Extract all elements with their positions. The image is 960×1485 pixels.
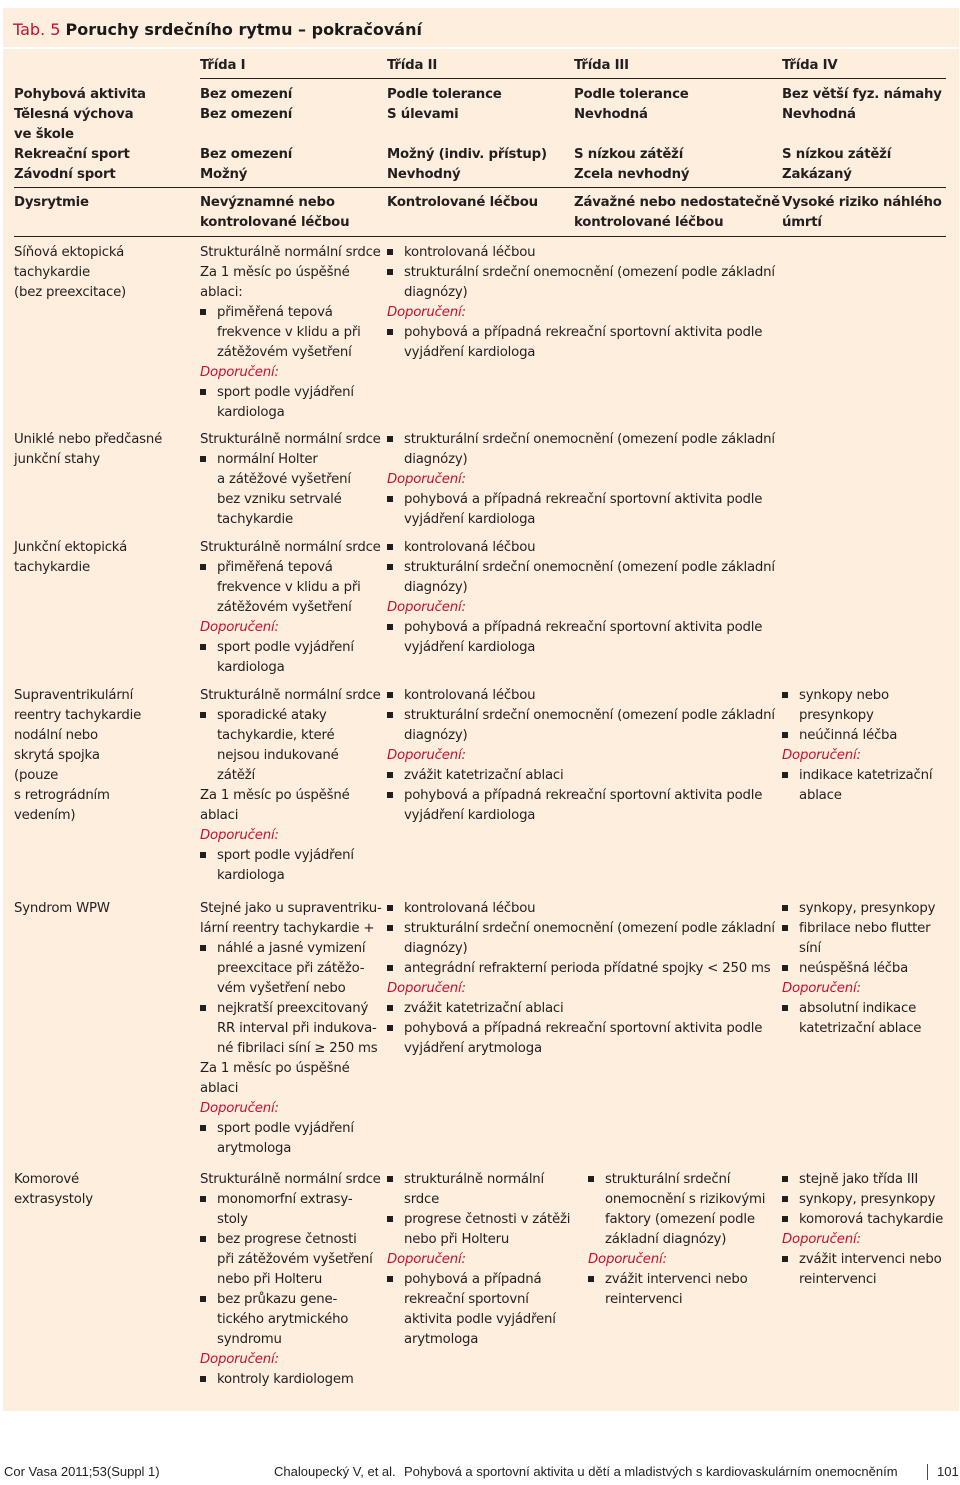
- bullet-item: sport podle vyjádření: [200, 846, 381, 866]
- bullet-item: synkopy, presynkopy: [782, 1190, 943, 1210]
- bullet-continuation: tachykardie, které: [217, 728, 335, 743]
- bullet-item: komorová tachykardie: [782, 1210, 943, 1230]
- row-1-class-1: [200, 243, 381, 423]
- bullet-item: pohybová a případná: [387, 1270, 570, 1290]
- activity-cell: Zcela nevhodný: [574, 167, 690, 182]
- bullet-item: kontrolovaná léčbou: [387, 538, 775, 558]
- recommendation-heading: Doporučení:: [200, 1352, 279, 1367]
- activity-class-3: [574, 85, 689, 185]
- bullet-continuation: vyjádření kardiologa: [404, 640, 536, 655]
- row-4-class-4: [782, 686, 932, 806]
- recommendation-heading: Doporučení:: [782, 1232, 861, 1247]
- activity-cell: Bez větší fyz. námahy: [782, 87, 942, 102]
- activity-cell: Nevhodná: [782, 107, 856, 122]
- bullet-item: bez progrese četnosti: [200, 1230, 381, 1250]
- row-2-class-2-3: [387, 430, 775, 530]
- cell-text: Strukturálně normální srdce: [200, 540, 381, 555]
- dysrytmie-text: kontrolované léčbou: [200, 215, 350, 230]
- bullet-item: strukturálně normální: [387, 1170, 570, 1190]
- bullet-item: sport podle vyjádření: [200, 638, 381, 658]
- row-4-class-2-3: [387, 686, 775, 826]
- bullet-item: indikace katetrizační: [782, 766, 932, 786]
- header-divider: [200, 78, 946, 79]
- header-class-1: Třída I: [200, 58, 246, 73]
- activity-cell: Nevhodná: [574, 107, 648, 122]
- bullet-continuation: při zátěžovém vyšetření: [217, 1252, 373, 1267]
- bullet-item: strukturální srdeční onemocnění (omezení podle základní: [387, 919, 775, 939]
- bullet-item: pohybová a případná rekreační sportovní aktivita podle: [387, 618, 775, 638]
- row-5-class-2-3: [387, 899, 775, 1059]
- bullet-continuation: katetrizační ablace: [799, 1021, 922, 1036]
- arrhythmia-name: junkční stahy: [14, 452, 100, 467]
- bullet-item: synkopy, presynkopy: [782, 899, 935, 919]
- row-6-class-3: [588, 1170, 765, 1310]
- bullet-continuation: kardiologa: [217, 405, 285, 420]
- bullet-item: strukturální srdeční onemocnění (omezení podle základní: [387, 263, 775, 283]
- cell-text: Za 1 měsíc po úspěšné: [200, 265, 350, 280]
- bullet-continuation: nebo při Holteru: [404, 1232, 510, 1247]
- bullet-continuation: né fibrilaci síní ≥ 250 ms: [217, 1041, 378, 1056]
- row-2-name: [14, 430, 162, 470]
- bullet-item: kontrolovaná léčbou: [387, 243, 775, 263]
- bullet-continuation: vém vyšetření nebo: [217, 981, 346, 996]
- bullet-continuation: základní diagnózy): [605, 1232, 727, 1247]
- activity-cell: Zakázaný: [782, 167, 852, 182]
- bullet-item: přiměřená tepová: [200, 558, 381, 578]
- arrhythmia-name: vedením): [14, 808, 76, 823]
- bullet-continuation: zátěžovém vyšetření: [217, 600, 352, 615]
- activity-class-1: [200, 85, 292, 185]
- footer-page-number: 101: [937, 1464, 959, 1479]
- cell-text: Strukturálně normální srdce: [200, 432, 381, 447]
- activity-cell: Možný: [200, 167, 248, 182]
- bullet-item: pohybová a případná rekreační sportovní aktivita podle: [387, 1019, 775, 1039]
- row-5-class-4: [782, 899, 935, 1039]
- bullet-continuation: vyjádření kardiologa: [404, 512, 536, 527]
- activity-label: Tělesná výchova: [14, 107, 134, 122]
- dysrytmie-class-2: [387, 193, 538, 213]
- bullet-continuation: zátěžovém vyšetření: [217, 345, 352, 360]
- title-divider: [3, 47, 959, 49]
- arrhythmia-name: Uniklé nebo předčasné: [14, 432, 163, 447]
- bullet-continuation: preexcitace při zátěžo-: [217, 961, 365, 976]
- dysrytmie-class-1: [200, 193, 349, 233]
- dysrytmie-text: Kontrolované léčbou: [387, 195, 538, 210]
- cell-text: Za 1 měsíc po úspěšné: [200, 1061, 350, 1076]
- recommendation-heading: Doporučení:: [387, 305, 466, 320]
- activity-cell: Bez omezení: [200, 107, 293, 122]
- bullet-item: kontrolovaná léčbou: [387, 686, 775, 706]
- row-5-class-1: [200, 899, 382, 1159]
- row-6-class-2: [387, 1170, 570, 1350]
- bullet-continuation: diagnózy): [404, 941, 468, 956]
- dysrytmie-text: Nevýznamné nebo: [200, 195, 335, 210]
- bullet-item: zvážit katetrizační ablaci: [387, 766, 775, 786]
- cell-text: ablaci:: [200, 285, 243, 300]
- bullet-continuation: bez vzniku setrvalé: [217, 492, 342, 507]
- footer-authors: Chaloupecký V, et al.: [274, 1464, 396, 1479]
- activity-labels: [14, 85, 146, 185]
- bullet-item: strukturální srdeční onemocnění (omezení podle základní: [387, 706, 775, 726]
- activity-divider: [14, 187, 946, 188]
- activity-label: Závodní sport: [14, 167, 116, 182]
- bullet-item: náhlé a jasné vymizení: [200, 939, 382, 959]
- bullet-continuation: srdce: [404, 1192, 440, 1207]
- dysrytmie-divider: [14, 236, 946, 237]
- bullet-item: nejkratší preexcitovaný: [200, 999, 382, 1019]
- header-class-4: Třída IV: [782, 58, 838, 73]
- bullet-continuation: frekvence v klidu a při: [217, 580, 361, 595]
- arrhythmia-name: skrytá spojka: [14, 748, 100, 763]
- bullet-item: antegrádní refrakterní perioda přídatné spojky < 250 ms: [387, 959, 775, 979]
- dysrytmie-label: Dysrytmie: [14, 195, 89, 210]
- recommendation-heading: Doporučení:: [200, 365, 279, 380]
- activity-cell: Podle tolerance: [387, 87, 502, 102]
- arrhythmia-name: tachykardie: [14, 265, 90, 280]
- bullet-continuation: tachykardie: [217, 512, 293, 527]
- row-4-name: [14, 686, 141, 826]
- bullet-item: sport podle vyjádření: [200, 383, 381, 403]
- arrhythmia-name: (pouze: [14, 768, 59, 783]
- footer-separator: [927, 1464, 928, 1480]
- bullet-continuation: syndromu: [217, 1332, 282, 1347]
- bullet-item: strukturální srdeční onemocnění (omezení podle základní: [387, 558, 775, 578]
- row-3-name: [14, 538, 127, 578]
- activity-cell: S nízkou zátěží: [782, 147, 892, 162]
- arrhythmia-name: Supraventrikulární: [14, 688, 134, 703]
- bullet-continuation: síní: [799, 941, 821, 956]
- bullet-item: monomorfní extrasy-: [200, 1190, 381, 1210]
- cell-text: Strukturálně normální srdce: [200, 245, 381, 260]
- dysrytmie-class-3: [574, 193, 780, 233]
- recommendation-heading: Doporučení:: [200, 620, 279, 635]
- footer-article: Pohybová a sportovní aktivita u dětí a mladistvých s kardiovaskulárním onemocněním: [404, 1464, 898, 1479]
- cell-text: Stejné jako u supraventriku-: [200, 901, 382, 916]
- recommendation-heading: Doporučení:: [782, 748, 861, 763]
- bullet-continuation: diagnózy): [404, 452, 468, 467]
- row-1-class-2-3: [387, 243, 775, 363]
- bullet-continuation: ablace: [799, 788, 842, 803]
- bullet-item: sporadické ataky: [200, 706, 381, 726]
- row-2-class-1: [200, 430, 381, 530]
- recommendation-heading: Doporučení:: [387, 748, 466, 763]
- bullet-continuation: onemocnění s rizikovými: [605, 1192, 766, 1207]
- bullet-item: zvážit intervenci nebo: [782, 1250, 943, 1270]
- bullet-continuation: a zátěžové vyšetření: [217, 472, 351, 487]
- recommendation-heading: Doporučení:: [588, 1252, 667, 1267]
- dysrytmie-text: kontrolované léčbou: [574, 215, 724, 230]
- bullet-item: pohybová a případná rekreační sportovní aktivita podle: [387, 323, 775, 343]
- bullet-item: neúspěšná léčba: [782, 959, 935, 979]
- activity-cell: Podle tolerance: [574, 87, 689, 102]
- table-title: [13, 20, 422, 39]
- bullet-continuation: vyjádření arytmologa: [404, 1041, 542, 1056]
- bullet-item: přiměřená tepová: [200, 303, 381, 323]
- row-1-name: [14, 243, 126, 303]
- bullet-continuation: RR interval při indukova-: [217, 1021, 377, 1036]
- cell-text: Za 1 měsíc po úspěšné: [200, 788, 350, 803]
- header-class-3: Třída III: [574, 58, 629, 73]
- arrhythmia-name: nodální nebo: [14, 728, 98, 743]
- bullet-continuation: rekreační sportovní: [404, 1292, 529, 1307]
- row-3-class-1: [200, 538, 381, 678]
- arrhythmia-name: tachykardie: [14, 560, 90, 575]
- recommendation-heading: Doporučení:: [387, 600, 466, 615]
- bullet-continuation: reintervenci: [605, 1292, 683, 1307]
- bullet-item: progrese četnosti v zátěži: [387, 1210, 570, 1230]
- recommendation-heading: Doporučení:: [782, 981, 861, 996]
- cell-text: Strukturálně normální srdce: [200, 688, 381, 703]
- activity-cell: S úlevami: [387, 107, 459, 122]
- bullet-item: zvážit katetrizační ablaci: [387, 999, 775, 1019]
- arrhythmia-name: Junkční ektopická: [14, 540, 128, 555]
- row-6-class-1: [200, 1170, 381, 1390]
- arrhythmia-name: Síňová ektopická: [14, 245, 125, 260]
- row-5-name: [14, 899, 110, 919]
- bullet-continuation: zátěží: [217, 768, 255, 783]
- dysrytmie-text: Závažné nebo nedostatečně: [574, 195, 780, 210]
- bullet-item: kontroly kardiologem: [200, 1370, 381, 1390]
- activity-cell: Možný (indiv. přístup): [387, 147, 547, 162]
- footer-journal: Cor Vasa 2011;53(Suppl 1): [4, 1464, 160, 1479]
- arrhythmia-name: extrasystoly: [14, 1192, 93, 1207]
- bullet-continuation: vyjádření kardiologa: [404, 345, 536, 360]
- bullet-continuation: nebo při Holteru: [217, 1272, 323, 1287]
- bullet-continuation: frekvence v klidu a při: [217, 325, 361, 340]
- bullet-continuation: diagnózy): [404, 285, 468, 300]
- bullet-continuation: vyjádření kardiologa: [404, 808, 536, 823]
- bullet-continuation: diagnózy): [404, 580, 468, 595]
- bullet-item: zvážit intervenci nebo: [588, 1270, 765, 1290]
- table-number: Tab. 5: [13, 20, 61, 39]
- arrhythmia-name: Syndrom WPW: [14, 901, 110, 916]
- dysrytmie-class-4: [782, 193, 942, 233]
- bullet-item: stejně jako třída III: [782, 1170, 943, 1190]
- arrhythmia-name: Komorové: [14, 1172, 80, 1187]
- bullet-item: kontrolovaná léčbou: [387, 899, 775, 919]
- cell-text: lární reentry tachykardie +: [200, 921, 375, 936]
- table-caption: Poruchy srdečního rytmu – pokračování: [65, 20, 422, 39]
- bullet-continuation: aktivita podle vyjádření: [404, 1312, 556, 1327]
- activity-label: ve škole: [14, 127, 74, 142]
- bullet-item: normální Holter: [200, 450, 381, 470]
- row-6-class-4: [782, 1170, 943, 1290]
- bullet-item: pohybová a případná rekreační sportovní aktivita podle: [387, 786, 775, 806]
- arrhythmia-name: reentry tachykardie: [14, 708, 142, 723]
- bullet-continuation: arytmologa: [404, 1332, 479, 1347]
- recommendation-heading: Doporučení:: [200, 1101, 279, 1116]
- bullet-item: sport podle vyjádření: [200, 1119, 382, 1139]
- activity-cell: Bez omezení: [200, 147, 293, 162]
- cell-text: ablaci: [200, 808, 239, 823]
- bullet-continuation: kardiologa: [217, 868, 285, 883]
- dysrytmie-text: Vysoké riziko náhlého: [782, 195, 942, 210]
- bullet-item: pohybová a případná rekreační sportovní aktivita podle: [387, 490, 775, 510]
- recommendation-heading: Doporučení:: [200, 828, 279, 843]
- row-3-class-2-3: [387, 538, 775, 658]
- activity-class-4: [782, 85, 942, 185]
- header-class-2: Třída II: [387, 58, 438, 73]
- activity-cell: Nevhodný: [387, 167, 461, 182]
- row-6-name: [14, 1170, 93, 1210]
- cell-text: Strukturálně normální srdce: [200, 1172, 381, 1187]
- dysrytmie-text: úmrtí: [782, 215, 822, 230]
- bullet-continuation: kardiologa: [217, 660, 285, 675]
- bullet-item: fibrilace nebo flutter: [782, 919, 935, 939]
- recommendation-heading: Doporučení:: [387, 1252, 466, 1267]
- activity-class-2: [387, 85, 547, 185]
- recommendation-heading: Doporučení:: [387, 472, 466, 487]
- bullet-continuation: faktory (omezení podle: [605, 1212, 755, 1227]
- activity-cell: S nízkou zátěží: [574, 147, 684, 162]
- cell-text: ablaci: [200, 1081, 239, 1096]
- recommendation-heading: Doporučení:: [387, 981, 466, 996]
- bullet-item: strukturální srdeční: [588, 1170, 765, 1190]
- bullet-continuation: tického arytmického: [217, 1312, 349, 1327]
- bullet-continuation: reintervenci: [799, 1272, 877, 1287]
- activity-label: Pohybová aktivita: [14, 87, 146, 102]
- activity-label: Rekreační sport: [14, 147, 130, 162]
- bullet-item: synkopy nebo: [782, 686, 932, 706]
- bullet-continuation: stoly: [217, 1212, 248, 1227]
- bullet-continuation: diagnózy): [404, 728, 468, 743]
- bullet-continuation: nejsou indukované: [217, 748, 339, 763]
- bullet-item: neúčinná léčba: [782, 726, 932, 746]
- arrhythmia-name: (bez preexcitace): [14, 285, 127, 300]
- bullet-item: absolutní indikace: [782, 999, 935, 1019]
- bullet-item: strukturální srdeční onemocnění (omezení podle základní: [387, 430, 775, 450]
- bullet-continuation: presynkopy: [799, 708, 874, 723]
- bullet-continuation: arytmologa: [217, 1141, 292, 1156]
- bullet-item: bez průkazu gene-: [200, 1290, 381, 1310]
- arrhythmia-name: s retrográdním: [14, 788, 110, 803]
- activity-cell: Bez omezení: [200, 87, 293, 102]
- row-4-class-1: [200, 686, 381, 886]
